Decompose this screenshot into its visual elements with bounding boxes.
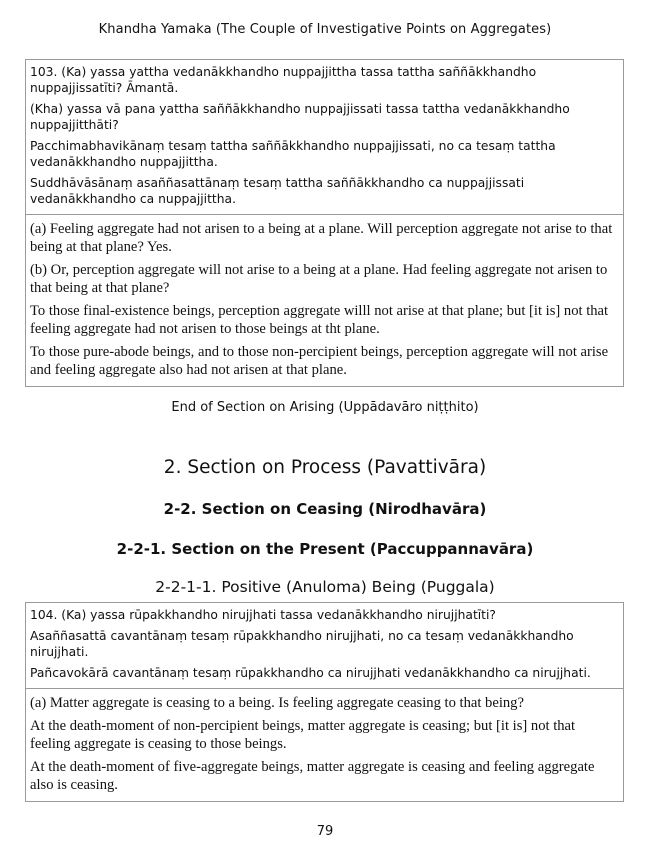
pali-paragraph: (Kha) yassa vā pana yattha saññākkhandho nuppajjissati tassa tattha vedanākkhandho nuppajjitthāti? <box>30 102 570 132</box>
text-block-104 <box>25 602 624 802</box>
english-paragraph: (a) Feeling aggregate had not arisen to a being at a plane. Will perception aggregate not arise to that being at that plane? Yes. <box>30 221 613 255</box>
pali-text <box>26 60 623 215</box>
english-paragraph: To those final-existence beings, perception aggregate willl not arise at that plane; but [it is] not that feeling aggregate had not arisen to those beings at tht plane. <box>30 303 609 337</box>
pali-text <box>26 603 623 689</box>
minor-heading: 2-2-1-1. Positive (Anuloma) Being (Puggala) <box>155 578 495 596</box>
english-translation <box>26 689 623 801</box>
pali-paragraph: Pañcavokārā cavantānaṃ tesaṃ rūpakkhandho ca nirujjhati vedanākkhandho ca nirujjhati. <box>30 666 591 680</box>
subsection-heading: 2-2. Section on Ceasing (Nirodhavāra) <box>163 500 487 518</box>
pali-paragraph: 104. (Ka) yassa rūpakkhandho nirujjhati tassa vedanākkhandho nirujjhatīti? <box>30 608 496 622</box>
page-number: 79 <box>316 824 334 839</box>
english-paragraph: (b) Or, perception aggregate will not arise to a being at a plane. Had feeling aggregate not arisen to that being at that plane? <box>30 262 608 296</box>
english-translation <box>26 215 623 386</box>
pali-paragraph: Asaññasattā cavantānaṃ tesaṃ rūpakkhandho nirujjhati, no ca tesaṃ vedanākkhandho nirujjhati. <box>30 629 574 659</box>
english-paragraph: At the death-moment of non-percipient beings, matter aggregate is ceasing; but [it is] not that feeling aggregate is ceasing to those beings. <box>30 718 576 752</box>
pali-paragraph: Pacchimabhavikānaṃ tesaṃ tattha saññākkhandho nuppajjissati, no ca tesaṃ tattha vedanākkhandho nuppajjittha. <box>30 139 556 169</box>
english-paragraph: To those pure-abode beings, and to those non-percipient beings, perception aggregate will not arise and feeling aggregate also had not arisen at that plane. <box>30 344 609 378</box>
pali-paragraph: Suddhāvāsānaṃ asaññasattānaṃ tesaṃ tattha saññākkhandho ca nuppajjissati vedanākkhandho ca nuppajjittha. <box>30 176 525 206</box>
subsubsection-heading: 2-2-1. Section on the Present (Paccuppannavāra) <box>116 540 534 558</box>
text-block-103 <box>25 59 624 387</box>
english-paragraph: (a) Matter aggregate is ceasing to a being. Is feeling aggregate ceasing to that being? <box>30 695 524 711</box>
section-heading: 2. Section on Process (Pavattivāra) <box>163 457 487 478</box>
pali-paragraph: 103. (Ka) yassa yattha vedanākkhandho nuppajjittha tassa tattha saññākkhandho nuppajjissatīti? Āmantā. <box>30 65 537 95</box>
running-header: Khandha Yamaka (The Couple of Investigative Points on Aggregates) <box>98 22 552 37</box>
english-paragraph: At the death-moment of five-aggregate beings, matter aggregate is ceasing and feeling aggregate also is ceasing. <box>30 759 595 793</box>
section-end-note: End of Section on Arising (Uppādavāro niṭṭhito) <box>171 400 479 415</box>
